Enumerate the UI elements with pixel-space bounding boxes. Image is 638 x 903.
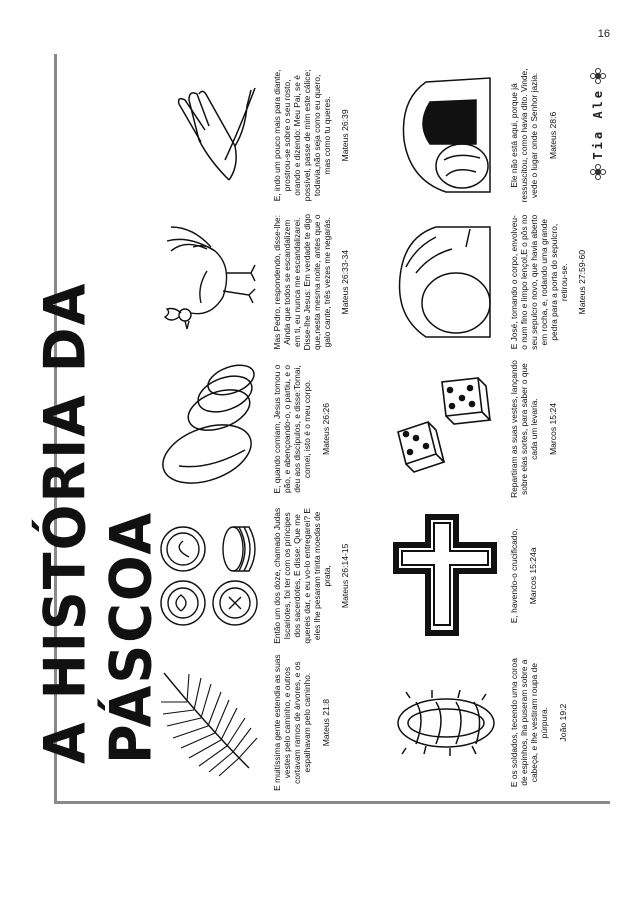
praying-hands-icon [149,70,267,200]
panel-verse: E, indo um pouco mais para diante, prostrou-se sobre o seu rosto, orando e dizendo: Meu Pai, se é possível, passe de mim este cálice; todavia,não seja como eu quero, mas como tu queres. [272,69,332,202]
panel-open-tomb [378,64,609,207]
panel-dice [378,358,609,501]
panel-verse: Então um dos doze, chamado Judas Iscariotes, foi ter com os príncipes dos sacerdotes, E disse: Que me quereis dar, e eu vo-lo entregarei? E eles lhe pesaram trinta moedas de prata, [272,507,332,644]
page-title: A HISTÓRIA DA PÁSCOA [31,281,165,764]
panel-verse: Ele não está aqui, porque já ressuscitou, como havia dito. Vinde, vede o lugar onde o Senhor jazia. [509,68,539,203]
signature-text: Tia Ale [591,88,605,160]
panel-verse: Mas Pedro, respondendo, disse-lhe: Ainda que todos se escandalizem em ti, eu nunca me escandalizarei. Disse-lhe Jesus: Em verdade te digo que,nesta mesma noite, antes que o galo cante, três vezes me negarás. [272,214,332,351]
panel-reference: João 19:2 [557,703,568,742]
panel-verse: Repartiram as suas vestes, lançando sobre elas sortes, para saber o que cada um levaria. [509,360,539,498]
rooster-icon [149,217,267,347]
panel-palm-branches [141,651,372,794]
rotated-content [31,54,613,804]
story-panels-grid [141,64,609,794]
open-tomb-icon [386,70,504,200]
bread-icon [149,364,267,494]
sealed-tomb-icon [386,217,504,347]
panel-reference: Mateus 27:59-60 [577,249,588,315]
panel-reference: Marcos 15:24a [527,547,538,605]
panel-crown-of-thorns [378,651,609,794]
dice-icon [386,364,504,494]
scanned-activity-sheet [31,54,610,804]
panel-praying-hands [141,64,372,207]
panel-reference: Mateus 26:39 [340,109,351,162]
panel-bread [141,358,372,501]
panel-verse: E, quando comiam, Jesus tomou o pão, e abençoando-o, o partiu, e o deu aos discípulos, e disse:Tomai, comei, isto é o meu corpo. [272,364,312,494]
palm-branch-icon [149,658,267,788]
flower-icon [590,164,606,180]
panel-reference: Mateus 26:26 [320,402,331,456]
panel-verse: E, havendo-o crucificado, [509,528,519,624]
coins-icon [149,511,267,641]
panel-thirty-coins [141,504,372,647]
panel-verse: E os soldados, tecendo uma coroa de espinhos, lha puseram sobre a cabeça, e lhe vestiram roupa de púrpura. [509,658,549,788]
panel-reference: Mateus 21:8 [320,698,331,747]
crown-of-thorns-icon [386,658,504,788]
signature [587,68,609,218]
panel-reference: Mateus 26:14-15 [340,543,351,609]
panel-sealed-tomb [378,211,609,354]
cross-icon [386,511,504,641]
panel-rooster [141,211,372,354]
panel-reference: Marcos 15:24 [547,402,558,456]
flower-icon [590,68,606,84]
panel-verse: E muitíssima gente estendia as suas vestes pelo caminho, e outros cortavam ramos de árvores, e os espalhavam pelo caminho. [272,654,312,791]
panel-cross [378,504,609,647]
panel-reference: Mateus 26:33-34 [340,249,351,315]
panel-verse: E José, tomando o corpo, envolveu-o num fino e limpo lençol,E o pôs no seu sepulcro novo, que havia aberto em rocha, e, rodando uma grande pedra para a porta do sepulcro, retirou-se. [509,214,569,350]
page-number: 16 [597,28,610,40]
panel-reference: Mateus 28:6 [547,111,558,160]
